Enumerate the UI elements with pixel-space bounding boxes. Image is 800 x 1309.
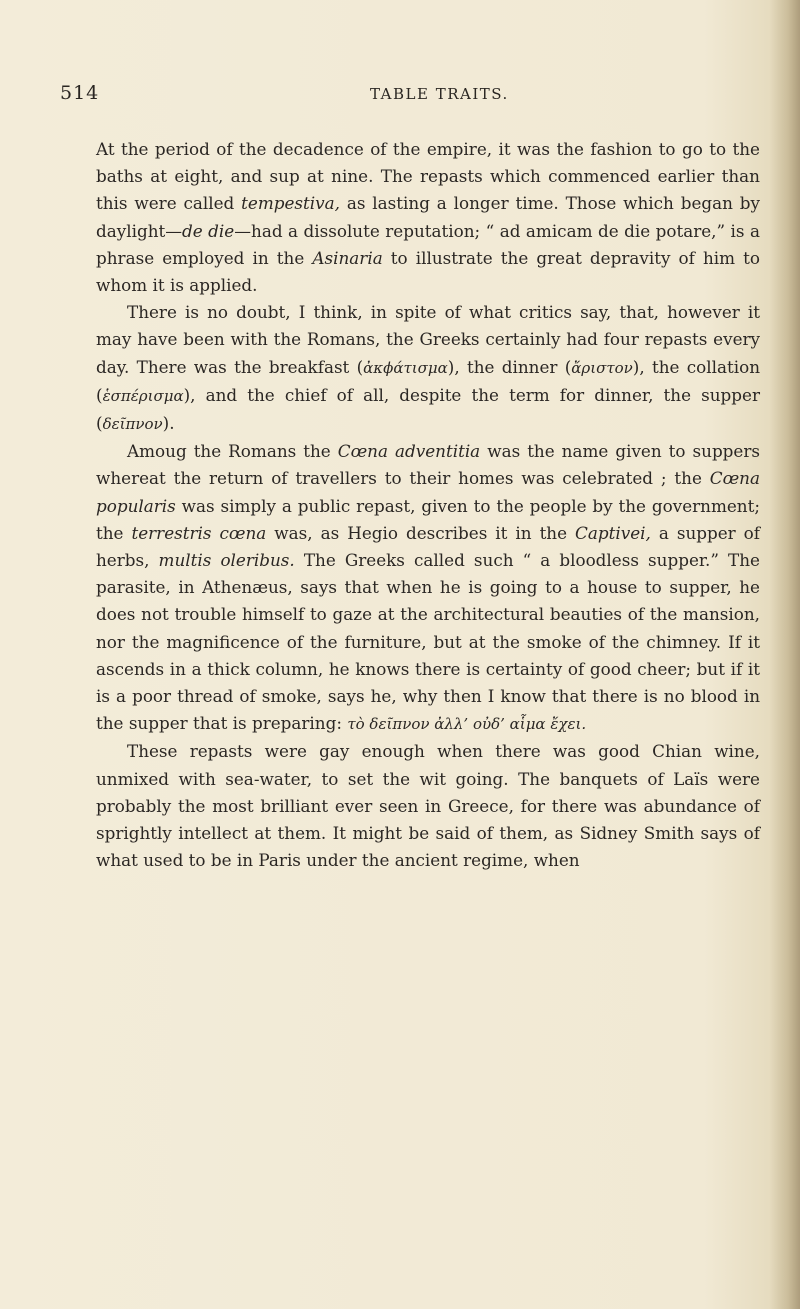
page-number: 514	[60, 82, 100, 104]
running-head: TABLE TRAITS.	[370, 85, 509, 103]
greek-quote: τὸ δεῖπνον ἀλλ’ οὐδ’ αἷμα ἔχει.	[347, 715, 587, 734]
greek-term: ἑσπέρισμα	[102, 386, 184, 405]
italic-term: multis oleribus.	[158, 550, 295, 571]
italic-term: Cœna adventitia	[337, 441, 481, 462]
greek-term: δεῖπνον	[102, 415, 163, 434]
text-run: These repasts were gay enough when there was good Chian wine, unmixed with sea-water, to set the wit going. The banquets of Laïs were probably the most brilliant ever seen in Greece, for there was abundance of sprightly intellect at them. It might be said of them, as Sidney Smith says of what used to be in Paris under the ancient regime, when	[96, 741, 760, 871]
text-run: Amoug the Romans the	[127, 441, 338, 462]
italic-term: Captivei,	[575, 522, 651, 543]
body-text	[96, 136, 760, 874]
text-run: ).	[162, 413, 175, 434]
text-run: At the period of the decadence of the empire, it was the fashion to go to the baths at eight, and sup at nine. The repasts which commenced earlier than this were called	[96, 139, 760, 214]
text-run: The Greeks called such “ a bloodless supper.” The parasite, in Athenæus, says that when he is going to a house to supper, he does not trouble himself to gaze at the architectural beauties of the mansion, nor the magnificence of the furniture, but at the smoke of the chimney. If it ascends in a thick column, he knows there is certainty of good cheer; but if it is a poor thread of smoke, says he, why then I know that there is no blood in the supper that is preparing:	[96, 550, 760, 734]
text-run: ), the collation (	[96, 356, 761, 405]
text-run: —had a dissolute reputation; “ ad amicam de die potare,” is a phrase employed in the	[96, 220, 760, 268]
italic-term: terrestris cœna	[131, 522, 267, 543]
paragraph-3	[96, 438, 760, 738]
italic-term: tempestiva,	[241, 193, 340, 214]
italic-term: de die	[182, 220, 235, 241]
text-run: was, as Hegio describes it in the	[266, 522, 576, 543]
text-run: There is no doubt, I think, in spite of what critics say, that, however it may have been with the Romans, the Greeks certainly had four repasts every day. There was the breakfast (	[96, 302, 760, 377]
paragraph-2	[96, 299, 760, 438]
text-run: to illustrate the great depravity of him to whom it is applied.	[96, 247, 760, 296]
text-run: ), the dinner (	[447, 356, 572, 377]
text-run: was the name given to suppers whereat the return of travellers to their homes was celebrated ; the	[96, 441, 760, 489]
greek-term: ἀκϕάτισμα	[363, 358, 448, 377]
paragraph-4	[96, 738, 760, 874]
greek-term: ἄριστον	[571, 358, 633, 377]
text-run: a supper of herbs,	[96, 522, 761, 571]
text-run: was simply a public repast, given to the people by the government; the	[96, 495, 760, 543]
italic-term: Asinaria	[312, 247, 383, 268]
text-run: as lasting a longer time. Those which began by daylight—	[96, 193, 761, 241]
page-edge-shadow	[770, 0, 800, 1309]
italic-term: Cœna popularis	[96, 468, 760, 516]
page-header	[0, 82, 800, 112]
text-run: ), and the chief of all, despite the term for dinner, the supper (	[96, 384, 760, 434]
paragraph-1	[96, 136, 760, 299]
